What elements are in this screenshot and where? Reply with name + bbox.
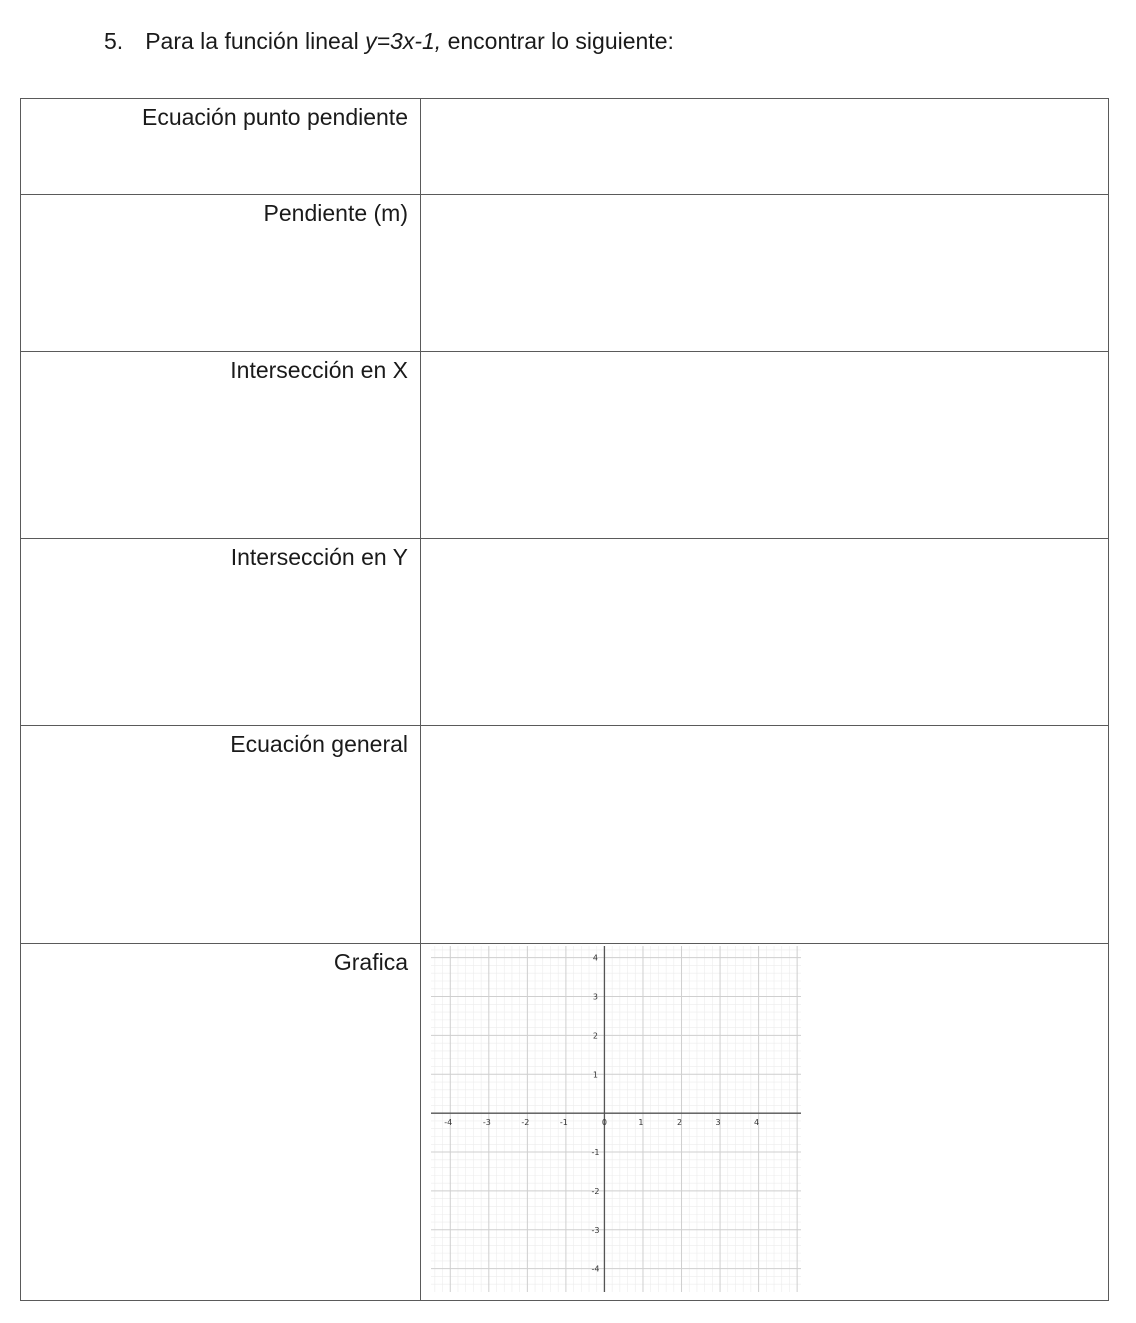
answer-graph[interactable] (421, 944, 1109, 1301)
row-point-slope (21, 99, 1109, 195)
x-tick-label: -2 (521, 1118, 530, 1128)
label-slope: Pendiente (m) (21, 195, 421, 352)
x-tick-label: 0 (601, 1118, 607, 1128)
y-tick-label: -2 (591, 1186, 600, 1196)
y-tick-label: -1 (591, 1148, 600, 1158)
label-graph: Grafica (21, 944, 421, 1301)
row-slope (21, 195, 1109, 352)
x-tick-label: 2 (676, 1118, 683, 1128)
x-tick-label: -4 (444, 1118, 453, 1128)
x-tick-label: -1 (559, 1118, 568, 1128)
worksheet-table (20, 98, 1109, 1301)
x-tick-label: 4 (754, 1118, 760, 1128)
answer-x-intercept[interactable] (421, 352, 1109, 539)
answer-slope[interactable] (421, 195, 1109, 352)
label-y-intercept: Intersección en Y (21, 539, 421, 726)
answer-y-intercept[interactable] (421, 539, 1109, 726)
label-x-intercept: Intersección en X (21, 352, 421, 539)
row-general-equation (21, 726, 1109, 944)
x-tick-label: 1 (638, 1118, 644, 1128)
y-tick-label: 1 (592, 1070, 598, 1080)
prompt-after: encontrar lo siguiente: (441, 28, 674, 54)
y-tick-label: 2 (592, 1031, 598, 1041)
answer-point-slope[interactable] (421, 99, 1109, 195)
label-general-equation: Ecuación general (21, 726, 421, 944)
exercise-number: 5. (104, 28, 124, 54)
x-tick-label: -3 (482, 1118, 491, 1128)
row-y-intercept (21, 539, 1109, 726)
x-tick-label: 3 (715, 1118, 721, 1128)
coordinate-grid[interactable] (431, 946, 801, 1292)
y-tick-label: -4 (591, 1264, 600, 1274)
row-graph (21, 944, 1109, 1301)
function-equation: y=3x-1, (365, 28, 442, 54)
y-tick-label: 4 (592, 953, 598, 963)
exercise-heading (104, 28, 674, 55)
coordinate-plane[interactable] (431, 946, 801, 1292)
y-tick-label: 3 (592, 992, 598, 1002)
y-tick-label: -3 (591, 1225, 600, 1235)
answer-general-equation[interactable] (421, 726, 1109, 944)
prompt-before: Para la función lineal (145, 28, 366, 54)
row-x-intercept (21, 352, 1109, 539)
label-point-slope: Ecuación punto pendiente (21, 99, 421, 195)
